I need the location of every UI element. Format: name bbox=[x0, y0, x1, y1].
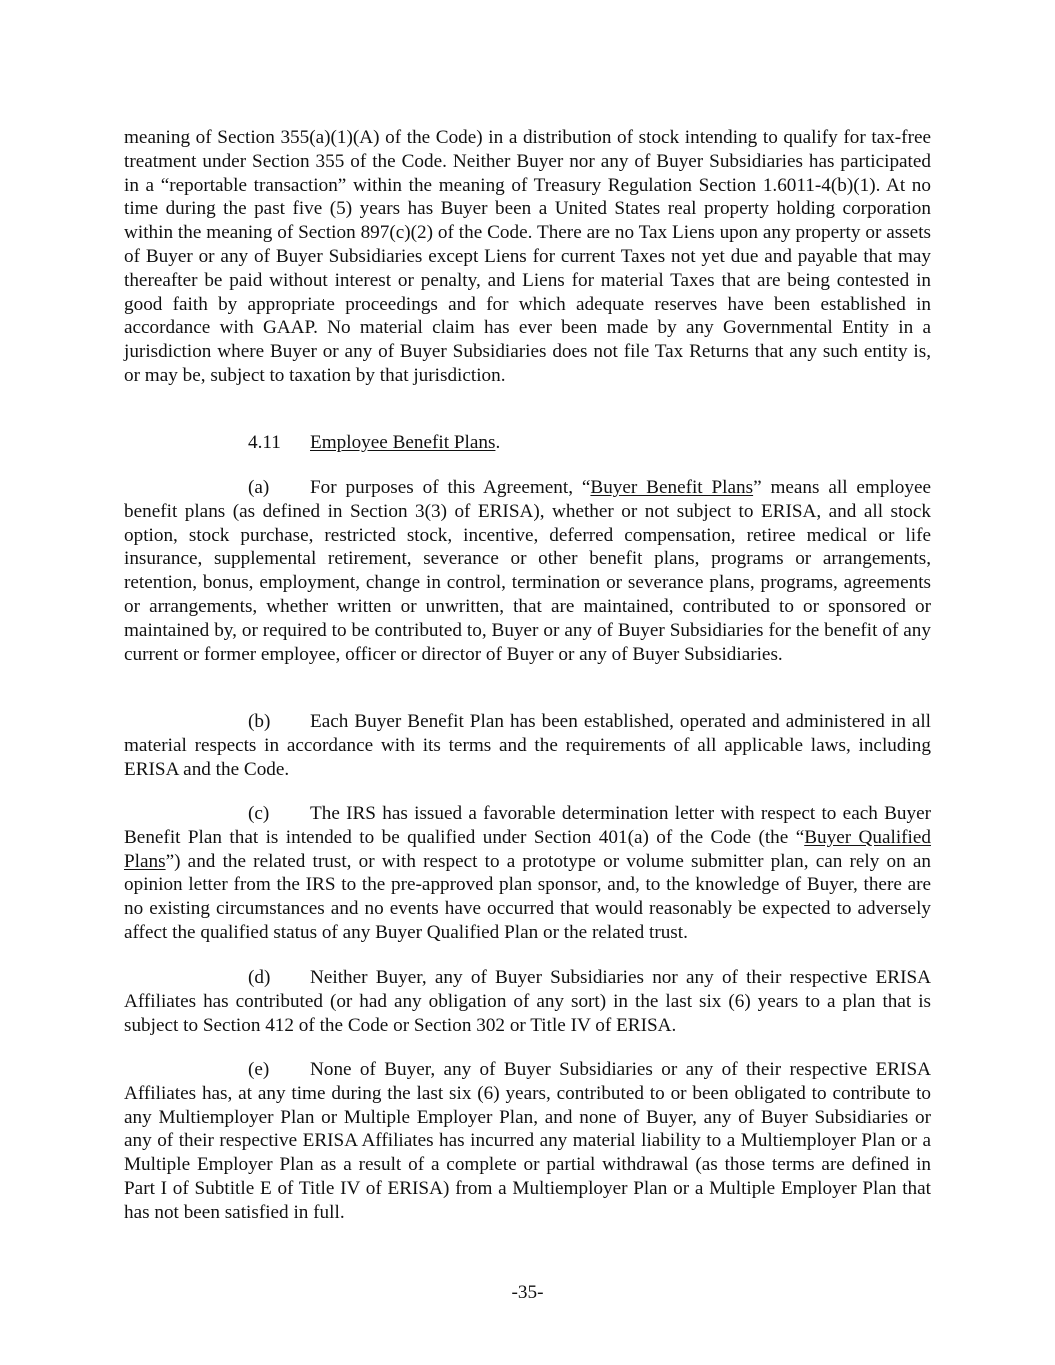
paragraph-e-label: (e) bbox=[248, 1059, 270, 1080]
defined-term-buyer-qualified-plans: Buyer Qualified Plans bbox=[124, 826, 931, 872]
paragraph-d-text: Neither Buyer, any of Buyer Subsidiaries nor any of their respective ERISA Affiliates has contributed (or had any obligation of any sort) in the last six (6) years to a plan that is subject to Section 412 of the Code or Section 302 or Title IV of ERISA. bbox=[124, 967, 931, 1036]
section-title: Employee Benefit Plans bbox=[310, 432, 496, 453]
paragraph-a-label: (a) bbox=[248, 477, 270, 498]
paragraph-a-text-before: For purposes of this Agreement, “ bbox=[310, 477, 591, 498]
page-number: -35- bbox=[511, 1282, 544, 1303]
paragraph-a-text-after: ” means all employee benefit plans (as defined in Section 3(3) of ERISA), whether or not subject to ERISA, and all stock option, stock purchase, restricted stock, incentive, deferred compensation, retiree medical or life insurance, supplemental retirement, severance or other benefit plans, programs or arrangements, retention, bonus, employment, change in control, termination or severance plans, programs, agreements or arrangements, whether written or unwritten, that are maintained, contributed to or sponsored or maintained by, or required to be contributed to, Buyer or any of Buyer Subsidiaries for the benefit of any current or former employee, officer or director of Buyer or any of Buyer Subsidiaries. bbox=[124, 477, 931, 665]
intro-paragraph: meaning of Section 355(a)(1)(A) of the Code) in a distribution of stock intending to qualify for tax-free treatment under Section 355 of the Code. Neither Buyer nor any of Buyer Subsidiaries has participated in a “reportable transaction” within the meaning of Treasury Regulation Section 1.6011-4(b)(1). At no time during the past five (5) years has Buyer been a United States real property holding corporation within the meaning of Section 897(c)(2) of the Code. There are no Tax Liens upon any property or assets of Buyer or any of Buyer Subsidiaries except Liens for current Taxes not yet due and payable that may thereafter be paid without interest or penalty, and Liens for material Taxes that are being contested in good faith by appropriate proceedings and for which adequate reserves have been established in accordance with GAAP. No material claim has ever been made by any Governmental Entity in a jurisdiction where Buyer or any of Buyer Subsidiaries does not file Tax Returns that any such entity is, or may be, subject to taxation by that jurisdiction. bbox=[124, 127, 931, 386]
paragraph-d-label: (d) bbox=[248, 967, 271, 988]
paragraph-b bbox=[124, 710, 931, 781]
paragraph-c bbox=[124, 802, 931, 945]
paragraph-c-text-after: ”) and the related trust, or with respect to a prototype or volume submitter plan, can rely on an opinion letter from the IRS to the pre-approved plan sponsor, and, to the knowledge of Buyer, there are no existing circumstances and no events have occurred that would reasonably be expected to adversely affect the qualified status of any Buyer Qualified Plan or the related trust. bbox=[124, 850, 931, 943]
section-number: 4.11 bbox=[248, 432, 281, 453]
section-title-end: . bbox=[495, 432, 501, 453]
defined-term-buyer-benefit-plans: Buyer Benefit Plans bbox=[590, 477, 754, 498]
paragraph-e bbox=[124, 1058, 931, 1225]
paragraph-d bbox=[124, 966, 931, 1037]
paragraph-b-text: Each Buyer Benefit Plan has been established, operated and administered in all material respects in accordance with its terms and the requirements of all applicable laws, including ERISA and the Code. bbox=[124, 711, 931, 780]
paragraph-c-label: (c) bbox=[248, 803, 270, 824]
paragraph-a bbox=[124, 476, 931, 666]
paragraph-e-text: None of Buyer, any of Buyer Subsidiaries or any of their respective ERISA Affiliates has, at any time during the last six (6) years, contributed to or been obligated to contribute to any Multiemployer Plan or Multiple Employer Plan, and none of Buyer, any of Buyer Subsidiaries or any of their respective ERISA Affiliates has incurred any material liability to a Multiemployer Plan or a Multiple Employer Plan as a result of a complete or partial withdrawal (as those terms are defined in Part I of Subtitle E of Title IV of ERISA) from a Multiemployer Plan or a Multiple Employer Plan that has not been satisfied in full. bbox=[124, 1059, 931, 1223]
section-heading bbox=[124, 431, 931, 455]
paragraph-b-label: (b) bbox=[248, 711, 271, 732]
paragraph-c-text-before: The IRS has issued a favorable determination letter with respect to each Buyer Benefit Plan that is intended to be qualified under Section 401(a) of the Code (the “ bbox=[124, 803, 931, 848]
